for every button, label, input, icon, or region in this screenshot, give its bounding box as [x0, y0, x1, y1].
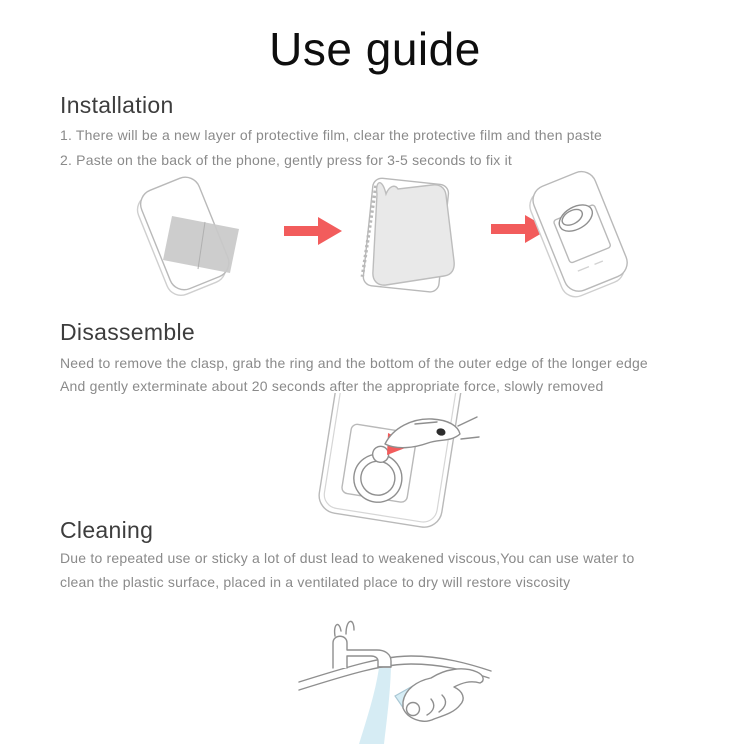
phone-with-ring-holder-illustration: [512, 168, 646, 300]
disassemble-line-1: Need to remove the clasp, grab the ring and the bottom of the outer edge of the longer edge: [60, 355, 648, 371]
phone-with-ring-holder-icon: [512, 168, 646, 300]
arrow-right-1: [282, 214, 344, 248]
disassemble-line-2: And gently exterminate about 20 seconds after the appropriate force, slowly removed: [60, 378, 604, 394]
peel-protective-film-icon: [346, 167, 464, 301]
disassemble-heading: Disassemble: [60, 319, 195, 345]
installation-heading: Installation: [60, 92, 174, 118]
cleaning-line-2: clean the plastic surface, placed in a ventilated place to dry will restore viscosity: [60, 574, 571, 590]
peeled-film: [373, 183, 454, 285]
phone-back-with-film-icon: [120, 172, 254, 302]
peel-film-illustration: [346, 167, 464, 301]
red-arrow-icon: [282, 214, 344, 248]
installation-step-1: 1. There will be a new layer of protective film, clear the protective film and then paste: [60, 127, 603, 143]
remove-ring-holder-icon: [300, 393, 500, 530]
holding-hand: [403, 669, 483, 721]
cleaning-heading: Cleaning: [60, 517, 154, 543]
water-stream: [359, 668, 391, 744]
cleaning-illustration: [295, 606, 495, 748]
faucet: [333, 621, 391, 668]
rinse-under-faucet-icon: [295, 606, 495, 748]
page-title: Use guide: [269, 23, 481, 75]
cleaning-line-1: Due to repeated use or sticky a lot of dust lead to weakened viscous,You can use water to: [60, 550, 635, 566]
installation-step-2: 2. Paste on the back of the phone, gently press for 3-5 seconds to fix it: [60, 152, 512, 168]
disassemble-illustration: [300, 393, 500, 530]
phone-with-film-illustration: [120, 172, 254, 302]
